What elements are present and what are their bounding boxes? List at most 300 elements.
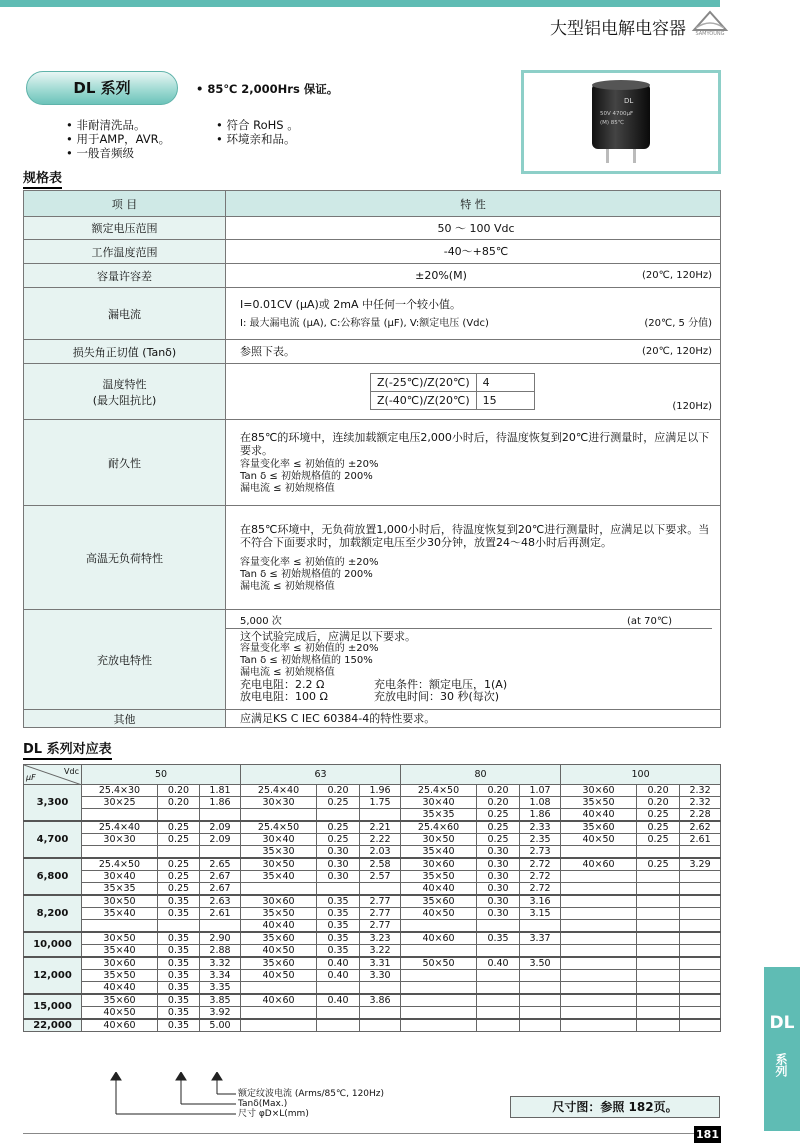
dl-tan-cell: 0.35 — [317, 895, 360, 908]
dl-ripple-cell — [200, 920, 241, 933]
dl-tan-cell: 0.25 — [637, 834, 680, 846]
dl-tan-cell — [637, 970, 680, 982]
dl-ripple-cell: 2.21 — [360, 821, 401, 834]
feature-audio: • 一般音频级 — [66, 146, 134, 160]
feature-non-wash: • 非耐清洗品。 — [66, 118, 146, 132]
dl-ripple-cell: 2.28 — [680, 809, 721, 822]
dl-table-row — [24, 982, 721, 995]
dl-ripple-cell: 2.32 — [680, 785, 721, 797]
dl-table-row — [24, 920, 721, 933]
spec-col-characteristic: 特 性 — [226, 191, 721, 217]
dl-table-row — [24, 957, 721, 970]
dl-ripple-cell: 3.16 — [520, 895, 561, 908]
dl-capacitance-cell: 3,300 — [24, 785, 82, 822]
impedance-table — [370, 373, 535, 410]
dl-tan-cell — [477, 920, 520, 933]
dl-tan-cell: 0.20 — [637, 785, 680, 797]
dl-voltage-header: 63 — [241, 765, 401, 785]
dl-ripple-cell: 3.30 — [360, 970, 401, 982]
dl-ripple-cell: 3.15 — [520, 908, 561, 920]
dl-size-cell: 40×60 — [401, 932, 477, 945]
dl-tan-cell: 0.20 — [317, 785, 360, 797]
dl-tan-cell: 0.25 — [317, 821, 360, 834]
dl-tan-cell: 0.35 — [158, 957, 200, 970]
dl-capacitance-cell: 22,000 — [24, 1019, 82, 1032]
spec-charge-resistor: 充电电阻：2.2 Ω — [240, 678, 325, 691]
dl-tan-cell — [477, 994, 520, 1007]
dl-tan-cell — [477, 970, 520, 982]
dl-ripple-cell: 2.72 — [520, 858, 561, 871]
spec-label-other: 其他 — [24, 710, 226, 728]
dl-size-cell — [401, 1007, 477, 1020]
dl-size-cell: 50×50 — [401, 957, 477, 970]
dl-tan-cell: 0.25 — [477, 809, 520, 822]
dl-table-title: DL 系列对应表 — [23, 738, 112, 760]
dl-table-row — [24, 809, 721, 822]
dl-tan-cell — [317, 1019, 360, 1032]
impedance-val-25: 4 — [476, 374, 534, 392]
dl-size-cell: 25.4×50 — [241, 821, 317, 834]
spec-charge-cycles: 5,000 次 — [240, 616, 282, 627]
dl-table-row — [24, 871, 721, 883]
dl-size-cell — [401, 1019, 477, 1032]
dl-tan-cell — [158, 920, 200, 933]
dl-tan-cell: 0.35 — [317, 932, 360, 945]
dl-tan-cell: 0.25 — [158, 821, 200, 834]
spec-label-shelf-life: 高温无负荷特性 — [24, 506, 226, 610]
dl-size-cell: 40×40 — [561, 809, 637, 822]
dl-tan-cell — [637, 945, 680, 958]
dl-size-cell: 30×30 — [82, 834, 158, 846]
dl-series-table — [23, 764, 721, 1032]
feature-amp: • 用于AMP，AVR。 — [66, 132, 171, 146]
dl-ripple-cell: 2.77 — [360, 895, 401, 908]
spec-charge-tan: Tan δ ≤ 初始规格值的 150% — [240, 655, 373, 666]
dl-size-cell — [82, 846, 158, 859]
dl-size-cell: 40×50 — [401, 908, 477, 920]
dl-size-cell — [241, 1019, 317, 1032]
spec-shelf-tan: Tan δ ≤ 初始规格值的 200% — [240, 568, 373, 580]
dl-ripple-cell: 2.72 — [520, 871, 561, 883]
dl-size-cell: 40×50 — [241, 945, 317, 958]
dl-size-cell — [561, 970, 637, 982]
dl-size-cell: 40×50 — [561, 834, 637, 846]
dl-size-cell: 30×60 — [561, 785, 637, 797]
dl-size-cell: 30×60 — [241, 895, 317, 908]
dl-voltage-header: 100 — [561, 765, 721, 785]
legend-tan: Tanδ(Max.) — [238, 1099, 288, 1109]
dl-capacitance-cell: 8,200 — [24, 895, 82, 932]
dl-tan-cell: 0.25 — [158, 858, 200, 871]
dl-size-cell — [561, 871, 637, 883]
dl-size-cell: 25.4×40 — [241, 785, 317, 797]
dl-ripple-cell: 2.58 — [360, 858, 401, 871]
dl-ripple-cell: 3.22 — [360, 945, 401, 958]
dl-size-cell — [561, 945, 637, 958]
side-tab — [764, 967, 800, 1131]
dl-ripple-cell: 2.67 — [200, 871, 241, 883]
spec-note-impedance: (120Hz) — [672, 401, 712, 412]
dl-ripple-cell: 2.65 — [200, 858, 241, 871]
dl-size-cell: 35×35 — [401, 809, 477, 822]
dl-ripple-cell — [520, 982, 561, 995]
dl-tan-cell — [637, 908, 680, 920]
spec-label-endurance: 耐久性 — [24, 420, 226, 506]
dl-tan-cell: 0.40 — [317, 970, 360, 982]
side-tab-label: 系列 — [774, 1053, 788, 1077]
dl-ripple-cell: 2.88 — [200, 945, 241, 958]
dl-size-cell — [561, 908, 637, 920]
spec-value-tolerance: ±20%(M) — [415, 269, 467, 282]
dl-size-cell: 25.4×50 — [401, 785, 477, 797]
dl-tan-cell — [317, 1007, 360, 1020]
dl-tan-cell: 0.35 — [158, 908, 200, 920]
series-badge: DL 系列 — [26, 71, 178, 105]
dl-capacitance-cell: 15,000 — [24, 994, 82, 1019]
dl-tan-cell: 0.40 — [477, 957, 520, 970]
dl-ripple-cell — [680, 1007, 721, 1020]
spec-charge-desc: 这个试验完成后，应满足以下要求。 — [240, 630, 416, 643]
dl-voltage-header: 80 — [401, 765, 561, 785]
dl-ripple-cell: 2.67 — [200, 883, 241, 896]
dl-ripple-cell: 1.75 — [360, 797, 401, 809]
dl-size-cell: 30×60 — [82, 957, 158, 970]
dl-ripple-cell: 3.85 — [200, 994, 241, 1007]
spec-charge-condition: 充电条件：额定电压，1(A) — [374, 678, 508, 691]
dl-tan-cell: 0.40 — [317, 957, 360, 970]
dl-ripple-cell: 2.22 — [360, 834, 401, 846]
dl-size-cell: 40×40 — [401, 883, 477, 896]
dl-tan-cell: 0.30 — [477, 846, 520, 859]
dl-tan-cell — [477, 945, 520, 958]
dl-size-cell — [561, 883, 637, 896]
dl-table-row — [24, 821, 721, 834]
dl-tan-cell: 0.40 — [317, 994, 360, 1007]
dl-voltage-header: 50 — [82, 765, 241, 785]
spec-shelf-leak: 漏电流 ≤ 初始规格值 — [240, 580, 335, 592]
dl-ripple-cell: 5.00 — [200, 1019, 241, 1032]
dl-size-cell — [561, 1019, 637, 1032]
page-header-title: 大型铝电解电容器 — [550, 19, 686, 39]
dl-ripple-cell — [680, 982, 721, 995]
dimension-reference: 尺寸图：参照 182页。 — [510, 1096, 720, 1118]
dl-size-cell — [561, 846, 637, 859]
dl-ripple-cell — [680, 908, 721, 920]
dl-table-row — [24, 797, 721, 809]
dl-size-cell: 40×40 — [241, 920, 317, 933]
dl-ripple-cell — [680, 957, 721, 970]
dl-ripple-cell: 2.57 — [360, 871, 401, 883]
spec-label-tan: 损失角正切值 (Tanδ) — [24, 340, 226, 364]
legend-size: 尺寸 φD×L(mm) — [238, 1109, 309, 1119]
dl-size-cell: 35×40 — [82, 945, 158, 958]
spec-table — [23, 190, 721, 728]
dl-size-cell: 30×50 — [401, 834, 477, 846]
spec-value-other: 应满足KS C IEC 60384-4的特性要求。 — [226, 710, 721, 728]
svg-text:DL: DL — [624, 97, 634, 105]
dl-table-row — [24, 846, 721, 859]
dl-ripple-cell: 3.35 — [200, 982, 241, 995]
feature-rohs: • 符合 RoHS 。 — [216, 118, 299, 132]
dl-size-cell: 25.4×40 — [82, 821, 158, 834]
dl-corner-cell — [24, 765, 82, 785]
dl-tan-cell: 0.20 — [477, 797, 520, 809]
dl-size-cell: 30×60 — [401, 858, 477, 871]
dl-tan-cell — [637, 871, 680, 883]
spec-shelf-cap: 容量变化率 ≤ 初始值的 ±20% — [240, 556, 379, 568]
dl-size-cell — [401, 982, 477, 995]
spec-discharge-resistor: 放电电阻：100 Ω — [240, 690, 328, 703]
dl-tan-cell: 0.20 — [158, 785, 200, 797]
dl-size-cell — [401, 970, 477, 982]
dl-size-cell: 35×60 — [561, 821, 637, 834]
dl-ripple-cell — [520, 1007, 561, 1020]
dl-size-cell — [401, 994, 477, 1007]
dl-ripple-cell: 1.86 — [200, 797, 241, 809]
dl-tan-cell: 0.30 — [477, 895, 520, 908]
dl-size-cell — [401, 945, 477, 958]
dl-capacitance-cell: 12,000 — [24, 957, 82, 994]
spec-label-leakage: 漏电流 — [24, 288, 226, 340]
dl-tan-cell: 0.35 — [158, 970, 200, 982]
dl-size-cell: 30×25 — [82, 797, 158, 809]
dl-size-cell: 35×40 — [241, 871, 317, 883]
dl-tan-cell — [158, 809, 200, 822]
dl-size-cell — [561, 920, 637, 933]
spec-value-voltage: 50 ～ 100 Vdc — [226, 217, 721, 240]
dl-ripple-cell — [200, 809, 241, 822]
spec-label-temp-range: 工作温度范围 — [24, 240, 226, 264]
dl-ripple-cell — [680, 945, 721, 958]
dl-size-cell: 35×40 — [401, 846, 477, 859]
dl-tan-cell — [477, 1007, 520, 1020]
dl-size-cell: 30×40 — [401, 797, 477, 809]
dl-ripple-cell — [680, 895, 721, 908]
dl-tan-cell — [637, 846, 680, 859]
spec-value-tan: 参照下表。 — [240, 345, 295, 358]
dl-size-cell: 40×60 — [241, 994, 317, 1007]
dl-tan-cell — [637, 1007, 680, 1020]
dl-size-cell — [561, 895, 637, 908]
dl-ripple-cell: 1.08 — [520, 797, 561, 809]
dl-tan-cell — [477, 982, 520, 995]
dl-ripple-cell — [360, 883, 401, 896]
dl-ripple-cell: 2.73 — [520, 846, 561, 859]
spec-charge-cap: 容量变化率 ≤ 初始值的 ±20% — [240, 643, 379, 654]
dl-table-row — [24, 994, 721, 1007]
dl-tan-cell: 0.35 — [158, 982, 200, 995]
spec-endurance-tan: Tan δ ≤ 初始规格值的 200% — [240, 470, 373, 482]
top-accent-bar — [0, 0, 720, 7]
dl-tan-cell — [637, 920, 680, 933]
dl-size-cell: 35×50 — [561, 797, 637, 809]
dl-size-cell — [241, 982, 317, 995]
dl-ripple-cell: 2.77 — [360, 908, 401, 920]
dl-table-row — [24, 932, 721, 945]
dl-size-cell — [561, 982, 637, 995]
spec-note-leakage: (20℃, 5 分值) — [644, 317, 712, 329]
dl-size-cell: 35×50 — [401, 871, 477, 883]
dl-ripple-cell — [680, 970, 721, 982]
capacitor-image — [524, 73, 718, 171]
dl-size-cell: 40×50 — [82, 1007, 158, 1020]
dl-size-cell — [82, 809, 158, 822]
dl-ripple-cell — [520, 970, 561, 982]
spec-label-impedance-ratio: (最大阻抗比) — [92, 393, 157, 407]
dl-size-cell: 35×60 — [241, 932, 317, 945]
dl-tan-cell: 0.35 — [317, 908, 360, 920]
dl-tan-cell: 0.25 — [158, 883, 200, 896]
dl-tan-cell: 0.20 — [158, 797, 200, 809]
dl-size-cell — [561, 994, 637, 1007]
spec-shelf-desc: 在85℃环境中，无负荷放置1,000小时后，待温度恢复到20℃进行测量时，应满足以下要求。当不符合下面要求时，加载额定电压至少30分钟，放置24～48小时后再测定。 — [240, 522, 710, 549]
dl-ripple-cell: 1.81 — [200, 785, 241, 797]
dl-size-cell: 30×40 — [241, 834, 317, 846]
dl-ripple-cell: 3.86 — [360, 994, 401, 1007]
dl-tan-cell: 0.25 — [158, 871, 200, 883]
dl-table-row — [24, 1007, 721, 1020]
dl-tan-cell — [637, 883, 680, 896]
spec-label-tolerance: 容量许容差 — [24, 264, 226, 288]
feature-85c: • 85℃ 2,000Hrs 保证。 — [196, 82, 339, 96]
dl-tan-cell — [637, 932, 680, 945]
dl-size-cell — [241, 809, 317, 822]
dl-size-cell — [241, 883, 317, 896]
dl-ripple-cell: 2.35 — [520, 834, 561, 846]
dl-ripple-cell: 2.62 — [680, 821, 721, 834]
dl-corner-vdc: Vdc — [64, 767, 79, 776]
dl-ripple-cell: 2.32 — [680, 797, 721, 809]
dl-tan-cell — [637, 895, 680, 908]
dl-size-cell — [561, 932, 637, 945]
dl-size-cell: 35×60 — [241, 957, 317, 970]
dl-ripple-cell: 3.37 — [520, 932, 561, 945]
dl-capacitance-cell: 10,000 — [24, 932, 82, 957]
dl-size-cell — [561, 1007, 637, 1020]
dl-tan-cell: 0.35 — [317, 945, 360, 958]
dl-ripple-cell — [520, 994, 561, 1007]
spec-table-title: 规格表 — [23, 167, 62, 189]
dl-size-cell: 35×35 — [82, 883, 158, 896]
legend-arrows — [100, 1072, 240, 1120]
dl-tan-cell: 0.25 — [158, 834, 200, 846]
dl-tan-cell: 0.30 — [477, 883, 520, 896]
dl-tan-cell: 0.25 — [477, 821, 520, 834]
dl-table-row — [24, 785, 721, 797]
dl-ripple-cell: 3.23 — [360, 932, 401, 945]
dl-tan-cell — [637, 982, 680, 995]
dl-ripple-cell — [360, 1007, 401, 1020]
dl-capacitance-cell: 4,700 — [24, 821, 82, 858]
dl-table-row — [24, 945, 721, 958]
dl-size-cell: 40×40 — [82, 982, 158, 995]
dl-table-row — [24, 970, 721, 982]
svg-text:(M) 85℃: (M) 85℃ — [600, 120, 624, 126]
dl-ripple-cell: 3.50 — [520, 957, 561, 970]
dl-ripple-cell: 2.72 — [520, 883, 561, 896]
dl-tan-cell — [477, 1019, 520, 1032]
spec-charge-time: 充放电时间：30 秒(每次) — [374, 690, 500, 703]
impedance-key-40: Z(-40℃)/Z(20℃) — [371, 392, 477, 410]
dl-tan-cell: 0.35 — [158, 895, 200, 908]
dl-tan-cell: 0.35 — [158, 945, 200, 958]
dl-tan-cell: 0.35 — [317, 920, 360, 933]
dl-ripple-cell: 2.03 — [360, 846, 401, 859]
dl-tan-cell: 0.20 — [637, 797, 680, 809]
dl-table-row — [24, 895, 721, 908]
dl-size-cell — [241, 1007, 317, 1020]
dl-ripple-cell — [360, 809, 401, 822]
dl-ripple-cell — [520, 920, 561, 933]
dl-size-cell: 30×50 — [241, 858, 317, 871]
dl-tan-cell: 0.25 — [637, 858, 680, 871]
legend-ripple: 额定纹波电流 (Arms/85℃, 120Hz) — [238, 1089, 385, 1099]
dl-ripple-cell — [680, 846, 721, 859]
dl-tan-cell: 0.25 — [637, 809, 680, 822]
dl-tan-cell: 0.30 — [477, 908, 520, 920]
dl-size-cell: 35×40 — [82, 908, 158, 920]
dl-size-cell — [401, 920, 477, 933]
dl-tan-cell — [317, 883, 360, 896]
dl-ripple-cell — [680, 1019, 721, 1032]
spec-note-tan: (20℃, 120Hz) — [642, 346, 712, 357]
dl-ripple-cell — [200, 846, 241, 859]
dl-size-cell: 40×60 — [561, 858, 637, 871]
dl-tan-cell: 0.30 — [317, 858, 360, 871]
spec-label-charge-discharge: 充放电特性 — [24, 610, 226, 710]
dl-ripple-cell — [680, 871, 721, 883]
dl-ripple-cell — [360, 1019, 401, 1032]
dl-tan-cell — [317, 809, 360, 822]
impedance-val-40: 15 — [476, 392, 534, 410]
dl-ripple-cell: 2.77 — [360, 920, 401, 933]
spec-leakage-legend: I: 最大漏电流 (μA), C:公称容量 (μF), V:额定电压 (Vdc) — [240, 317, 489, 329]
dl-size-cell — [561, 957, 637, 970]
dl-ripple-cell — [680, 994, 721, 1007]
dl-tan-cell — [317, 982, 360, 995]
dl-tan-cell: 0.35 — [158, 994, 200, 1007]
page-number: 181 — [694, 1126, 721, 1143]
dl-ripple-cell: 3.92 — [200, 1007, 241, 1020]
dl-size-cell: 25.4×30 — [82, 785, 158, 797]
dl-ripple-cell: 2.90 — [200, 932, 241, 945]
dl-tan-cell — [158, 846, 200, 859]
dl-size-cell: 35×30 — [241, 846, 317, 859]
dl-tan-cell: 0.30 — [317, 846, 360, 859]
side-tab-code: DL — [769, 1013, 795, 1033]
dl-tan-cell: 0.30 — [477, 858, 520, 871]
dl-size-cell: 30×40 — [82, 871, 158, 883]
dl-ripple-cell — [520, 945, 561, 958]
dl-ripple-cell: 2.61 — [200, 908, 241, 920]
dl-corner-uf: μF — [26, 773, 36, 782]
svg-text:SAMYOUNG: SAMYOUNG — [695, 31, 725, 36]
dl-ripple-cell: 1.96 — [360, 785, 401, 797]
dl-size-cell: 40×60 — [82, 1019, 158, 1032]
dl-table-row — [24, 883, 721, 896]
spec-charge-leak: 漏电流 ≤ 初始规格值 — [240, 667, 335, 678]
dl-size-cell — [82, 920, 158, 933]
dl-ripple-cell — [680, 920, 721, 933]
dl-tan-cell — [637, 994, 680, 1007]
spec-note-tolerance: (20℃, 120Hz) — [642, 270, 712, 281]
dl-size-cell: 35×50 — [241, 908, 317, 920]
spec-note-charge: (at 70℃) — [627, 616, 672, 627]
dl-ripple-cell: 2.09 — [200, 834, 241, 846]
dl-table-row — [24, 908, 721, 920]
dl-ripple-cell — [680, 932, 721, 945]
dl-ripple-cell: 3.29 — [680, 858, 721, 871]
